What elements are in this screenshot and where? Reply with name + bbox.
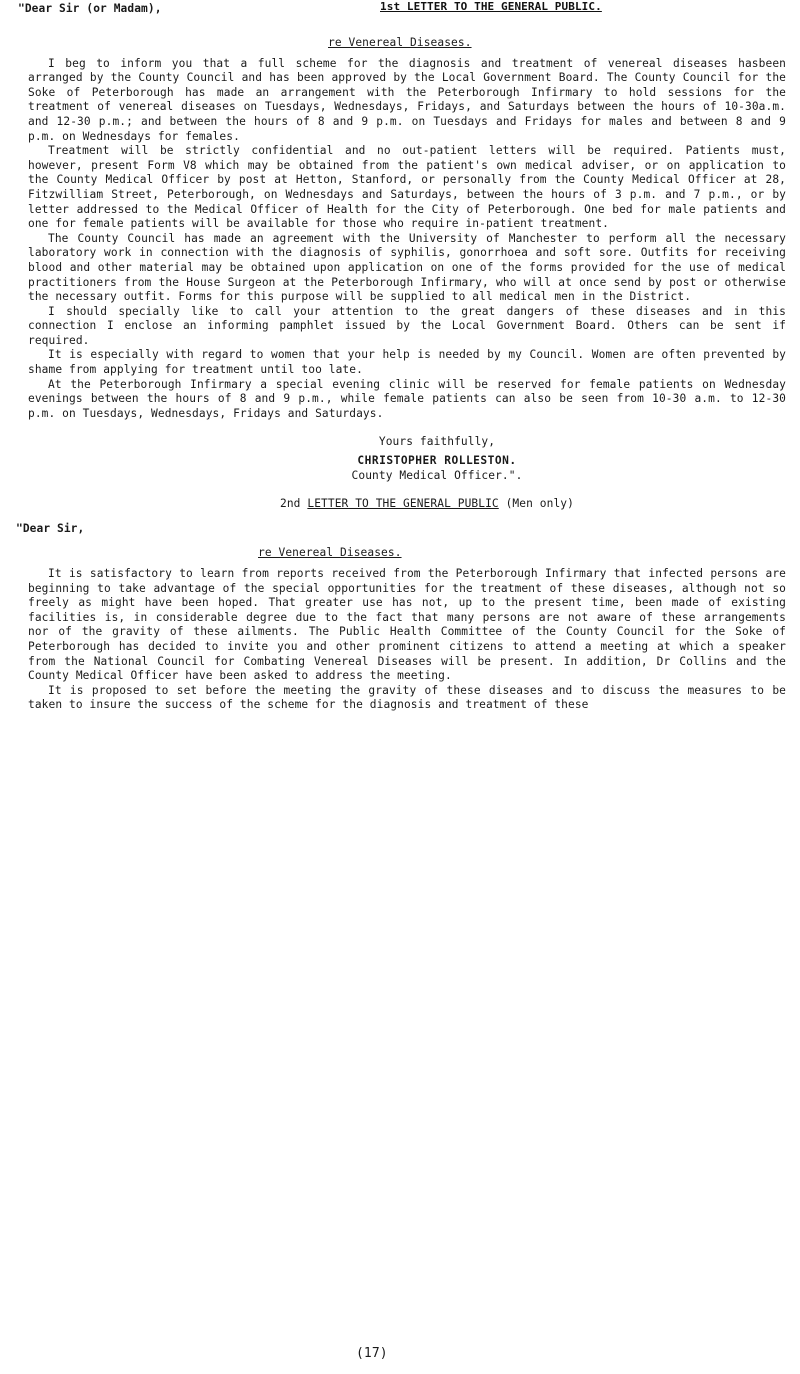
letter1-signer-name: CHRISTOPHER ROLLESTON.	[357, 454, 517, 468]
page-number: (17)	[356, 1346, 388, 1361]
letter1-paragraph: At the Peterborough Infirmary a special evening clinic will be reserved for female patients on Wednesday evenings between the hours of 8 and 9 p.m., while female patients can also be seen from 10-30 a.m. to 12-30 p.m. on Tuesdays, Wednesdays, Fridays and Saturdays.	[28, 377, 786, 420]
letter1-paragraph: The County Council has made an agreement with the University of Manchester to perform all the necessary laboratory work in connection with the diagnosis of syphilis, gonorrhoea and soft sore. Outfits for receiving blood and other material may be obtained upon application on one of the forms provided for the use of medical practitioners from the House Surgeon at the Peterborough Infirmary, who will at once send by post or otherwise the necessary outfit. Forms for this purpose will be supplied to all medical men in the District.	[28, 231, 786, 304]
letter2-heading-suffix: (Men only)	[498, 497, 574, 511]
letter1-signer-title: County Medical Officer.".	[351, 468, 523, 482]
letter1-subject: re Venereal Diseases.	[328, 36, 472, 49]
letter2-heading-prefix: 2nd	[280, 497, 308, 511]
letter1-paragraph: I beg to inform you that a full scheme for the diagnosis and treatment of venereal diseases hasbeen arranged by the County Council and has been approved by the Local Government Board. The County Council for the Soke of Peterborough has made an arrangement with the Peterborough Infirmary to hold sessions for the treatment of venereal diseases on Tuesdays, Wednesdays, Fridays, and Saturdays between the hours of 10-30a.m. and 12-30 p.m.; and between the hours of 8 and 9 p.m. on Tuesdays and Fridays for males and between 8 and 9 p.m. on Wednesdays for females.	[28, 56, 786, 143]
letter1	[16, 0, 786, 713]
letter2-paragraph: It is proposed to set before the meeting the gravity of these diseases and to discuss the measures to be taken to insure the success of the scheme for the diagnosis and treatment of these	[28, 683, 786, 712]
letter1-body	[28, 57, 786, 422]
letter2-salutation: "Dear Sir,	[16, 521, 85, 535]
letter1-paragraph: It is especially with regard to women that your help is needed by my Council. Women are often prevented by shame from applying for treatment until too late.	[28, 348, 786, 377]
top-heading: 1st LETTER TO THE GENERAL PUBLIC.	[380, 0, 602, 13]
letter2-subject: re Venereal Diseases.	[258, 546, 402, 560]
letter2-paragraph: It is satisfactory to learn from reports received from the Peterborough Infirmary that infected persons are beginning to take advantage of the special opportunities for the treatment of these diseases, although not so freely as might have been hoped. That greater use has not, up to the present time, been made of existing facilities is, in considerable degree due to the fact that many persons are not aware of these arrangements nor of the gravity of these ailments. The Public Health Committee of the County Council for the Soke of Peterborough has decided to invite you and other prominent citizens to attend a meeting at which a speaker from the National Council for Combating Venereal Diseases will be present. In addition, Dr Collins and the County Medical Officer have been asked to address the meeting.	[28, 567, 786, 683]
letter2-body	[28, 567, 786, 713]
letter1-paragraph: I should specially like to call your attention to the great dangers of these diseases and in this connection I enclose an informing pamphlet issued by the Local Government Board. Others can be sent if required.	[28, 304, 786, 347]
letter1-closing: Yours faithfully,	[378, 435, 496, 449]
letter1-paragraph: Treatment will be strictly confidential and no out-patient letters will be required. Patients must, however, present Form V8 which may be obtained from the patient's own medical adviser, or on application to the County Medical Officer by post at Hetton, Stanford, or personally from the County Medical Officer at 28, Fitzwilliam Street, Peterborough, on Wednesdays and Saturdays, between the hours of 3 p.m. and 7 p.m., or by letter addressed to the Medical Officer of Health for the City of Peterborough. One bed for male patients and one for female patients will be available for those who require in-patient treatment.	[28, 144, 786, 231]
letter2-heading-underlined: LETTER TO THE GENERAL PUBLIC	[307, 497, 499, 511]
letter1-salutation: "Dear Sir (or Madam),	[18, 2, 162, 15]
letter2-heading	[68, 497, 786, 512]
